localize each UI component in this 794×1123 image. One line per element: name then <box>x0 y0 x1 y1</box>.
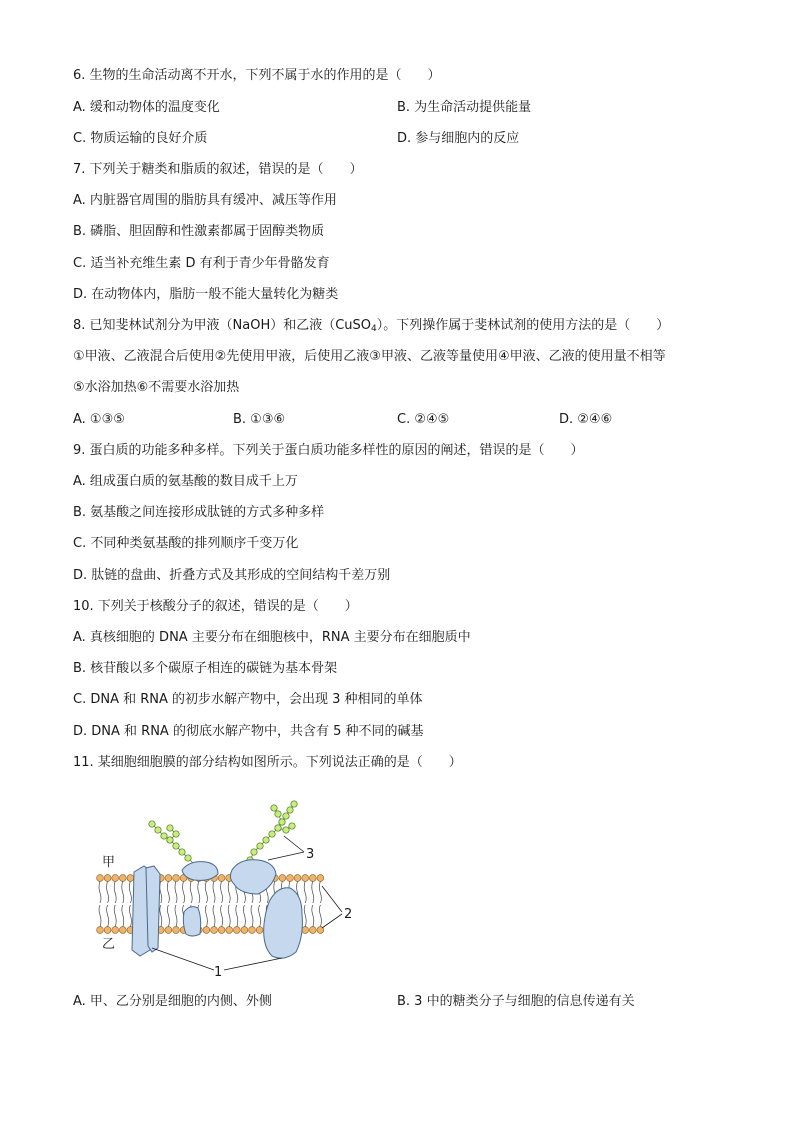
lipid-head <box>302 927 309 934</box>
lipid-tail <box>122 905 124 927</box>
lipid-head <box>119 927 126 934</box>
lipid-head <box>173 875 180 882</box>
channel-protein-subunit <box>146 866 160 952</box>
lipid-tail <box>114 881 116 903</box>
q8-stem-post: ）。下列操作属于斐林试剂的使用方法的是（ ） <box>376 318 670 333</box>
sugar-unit <box>179 849 185 855</box>
label-3: 3 <box>306 847 315 862</box>
lipid-tail <box>213 905 215 927</box>
q7-option-a: A. 内脏器官周围的脂肪具有缓冲、减压等作用 <box>73 193 337 208</box>
lipid-tail <box>236 905 238 927</box>
lipid-head <box>173 927 180 934</box>
sugar-unit <box>291 801 297 807</box>
q8-stem-subscript: 4 <box>371 324 377 334</box>
lipid-tail <box>304 881 306 903</box>
sugar-unit <box>275 825 281 831</box>
lipid-head <box>203 927 210 934</box>
sugar-unit <box>283 813 289 819</box>
label-jia: 甲 <box>102 855 116 870</box>
sugar-unit <box>283 827 289 833</box>
lipid-head <box>97 927 104 934</box>
sugar-unit <box>271 805 277 811</box>
lipid-tail <box>312 905 314 927</box>
q7-option-b: B. 磷脂、胆固醇和性激素都属于固醇类物质 <box>73 224 325 239</box>
lipid-head <box>211 927 218 934</box>
lipid-tail <box>319 881 321 903</box>
membrane-proteins <box>132 860 302 959</box>
lipid-head <box>249 927 256 934</box>
lipid-tail <box>175 881 177 903</box>
lipid-tail <box>198 881 200 903</box>
lipid-tail <box>205 881 207 903</box>
lipid-head <box>104 875 111 882</box>
q7-stem: 7. 下列关于糖类和脂质的叙述，错误的是（ ） <box>73 162 363 177</box>
q9-stem: 9. 蛋白质的功能多种多样。下列关于蛋白质功能多样性的原因的阐述，错误的是（ ） <box>73 443 584 458</box>
q7-option-c: C. 适当补充维生素 D 有利于青少年骨骼发育 <box>73 256 330 271</box>
q6-option-d: D. 参与细胞内的反应 <box>397 131 520 146</box>
q10-stem: 10. 下列关于核酸分子的叙述，错误的是（ ） <box>73 599 358 614</box>
label-yi: 乙 <box>102 937 116 952</box>
lipid-tail <box>228 905 230 927</box>
lipid-head <box>302 875 309 882</box>
q10-option-b: B. 核苷酸以多个碳原子相连的碳链为基本骨架 <box>73 661 338 676</box>
lipid-tail <box>107 905 109 927</box>
lipid-tail <box>304 905 306 927</box>
q11-option-b: B. 3 中的糖类分子与细胞的信息传递有关 <box>397 994 635 1009</box>
lipid-head <box>119 875 126 882</box>
lipid-tail <box>251 905 253 927</box>
sugar-unit <box>173 831 179 837</box>
lipid-head <box>218 927 225 934</box>
q10-option-a: A. 真核细胞的 DNA 主要分布在细胞核中，RNA 主要分布在细胞质中 <box>73 630 471 645</box>
lipid-tail <box>167 881 169 903</box>
glycoprotein-small <box>182 862 218 881</box>
glycocalyx-sugar-chains <box>149 801 297 864</box>
label-2: 2 <box>344 907 353 922</box>
sugar-unit <box>263 837 269 843</box>
lipid-head <box>127 875 134 882</box>
sugar-unit <box>155 827 161 833</box>
sugar-unit <box>289 823 295 829</box>
lipid-tail <box>122 881 124 903</box>
q9-option-d: D. 肽链的盘曲、折叠方式及其形成的空间结构千差万别 <box>73 568 391 583</box>
lipid-head <box>112 875 119 882</box>
lipid-tail <box>259 905 261 927</box>
lipid-tail <box>99 905 101 927</box>
lipid-tail <box>228 881 230 903</box>
sugar-unit <box>287 807 293 813</box>
q8-option-c: C. ②④⑤ <box>397 412 450 427</box>
sugar-unit <box>161 833 167 839</box>
lipid-tail <box>99 881 101 903</box>
sugar-unit <box>275 811 281 817</box>
lipid-head <box>112 927 119 934</box>
sugar-unit <box>173 843 179 849</box>
lipid-head <box>309 875 316 882</box>
lipid-tail <box>213 881 215 903</box>
lipid-tail <box>114 905 116 927</box>
lipid-tail <box>175 905 177 927</box>
embedded-protein-small <box>183 907 200 936</box>
q8-option-b: B. ①③⑥ <box>233 412 286 427</box>
sugar-unit <box>257 843 263 849</box>
lipid-tail <box>319 905 321 927</box>
sugar-unit <box>167 825 173 831</box>
lipid-tail <box>167 905 169 927</box>
q9-option-c: C. 不同种类氨基酸的排列顺序千变万化 <box>73 536 299 551</box>
label-1: 1 <box>214 965 223 980</box>
lipid-head <box>309 927 316 934</box>
q9-option-a: A. 组成蛋白质的氨基酸的数目成千上万 <box>73 474 298 489</box>
q8-statements-line2: ⑤水浴加热⑥不需要水浴加热 <box>73 380 240 395</box>
q6-option-a: A. 缓和动物体的温度变化 <box>73 100 220 115</box>
q6-option-c: C. 物质运输的良好介质 <box>73 131 208 146</box>
lipid-head <box>218 875 225 882</box>
q7-option-d: D. 在动物体内，脂肪一般不能大量转化为糖类 <box>73 287 339 302</box>
lipid-head <box>256 927 263 934</box>
lipid-tail <box>205 905 207 927</box>
lipid-head <box>294 875 301 882</box>
cell-membrane-figure <box>90 790 370 980</box>
sugar-unit <box>167 837 173 843</box>
lipid-head <box>287 875 294 882</box>
lipid-head <box>104 927 111 934</box>
lipid-head <box>165 875 172 882</box>
q11-stem: 11. 某细胞细胞膜的部分结构如图所示。下列说法正确的是（ ） <box>73 755 462 770</box>
q8-option-d: D. ②④⑥ <box>559 412 613 427</box>
lipid-tail <box>243 905 245 927</box>
lipid-tail <box>221 881 223 903</box>
lipid-head <box>233 927 240 934</box>
q11-option-a: A. 甲、乙分别是细胞的内侧、外侧 <box>73 994 272 1009</box>
sugar-unit <box>279 819 285 825</box>
q8-stem-pre: 8. 已知斐林试剂分为甲液（NaOH）和乙液（CuSO <box>73 318 372 333</box>
lipid-head <box>279 875 286 882</box>
q9-option-b: B. 氨基酸之间连接形成肽链的方式多种多样 <box>73 505 325 520</box>
q8-stem <box>73 317 669 338</box>
sugar-unit <box>149 821 155 827</box>
q8-statements-line1: ①甲液、乙液混合后使用②先使用甲液，后使用乙液③甲液、乙液等量使用④甲液、乙液的使用量不相等 <box>73 349 666 364</box>
sugar-unit <box>269 831 275 837</box>
lipid-tail <box>107 881 109 903</box>
q6-stem: 6. 生物的生命活动离不开水，下列不属于水的作用的是（ ） <box>73 68 441 83</box>
lipid-tail <box>190 881 192 903</box>
glycoprotein-large <box>230 860 276 894</box>
lipid-head <box>97 875 104 882</box>
lipid-head <box>226 927 233 934</box>
q10-option-c: C. DNA 和 RNA 的初步水解产物中，会出现 3 种相同的单体 <box>73 692 423 707</box>
sugar-unit <box>251 849 257 855</box>
lipid-tail <box>129 881 131 903</box>
q10-option-d: D. DNA 和 RNA 的彻底水解产物中，共含有 5 种不同的碱基 <box>73 724 424 739</box>
sugar-unit <box>185 855 191 861</box>
q8-option-a: A. ①③⑤ <box>73 412 125 427</box>
transmembrane-protein <box>264 888 303 959</box>
lipid-tail <box>183 881 185 903</box>
lipid-tail <box>221 905 223 927</box>
lipid-head <box>317 875 324 882</box>
lipid-tail <box>312 881 314 903</box>
lipid-head <box>241 927 248 934</box>
lipid-tail <box>129 905 131 927</box>
q6-option-b: B. 为生命活动提供能量 <box>397 100 532 115</box>
lipid-tail <box>160 905 162 927</box>
lipid-head <box>165 927 172 934</box>
